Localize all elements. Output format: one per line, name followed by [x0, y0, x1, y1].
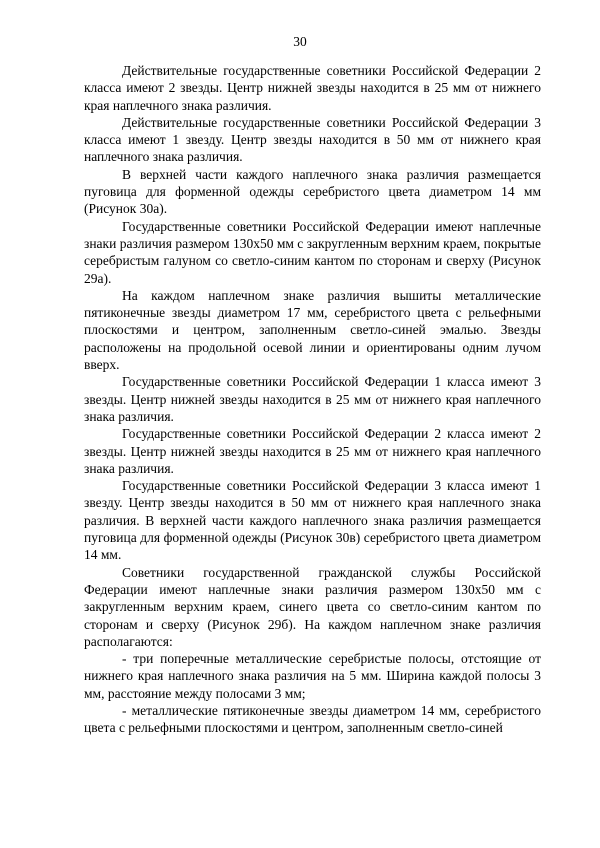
- paragraph: На каждом наплечном знаке различия вышиты металлические пятиконечные звезды диаметром 17 мм, серебристого цвета с рельефными плоскостями и центром, заполненным светло-синей эмалью. Звезды расположены на продольной осевой линии и ориентированы одним лучом вверх.: [84, 287, 541, 373]
- paragraph: Государственные советники Российской Федерации имеют наплечные знаки различия размером 130x50 мм с закругленным верхним краем, покрытые серебристым галуном со светло-синим кантом по сторонам и сверху (Рисунок 29а).: [84, 218, 541, 286]
- paragraph: Государственные советники Российской Федерации 1 класса имеют 3 звезды. Центр нижней звезды находится в 25 мм от нижнего края наплечного знака различия.: [84, 374, 541, 424]
- paragraph: Государственные советники Российской Федерации 3 класса имеют 1 звезду. Центр звезды находится в 50 мм от нижнего края наплечного знака различия. В верхней части каждого наплечного знака различия размещается пуговица для форменной одежды (Рисунок 30в) серебристого цвета диаметром 14 мм.: [84, 478, 541, 563]
- paragraph: Действительные государственные советники Российской Федерации 2 класса имеют 2 звезды. Центр нижней звезды находится в 25 мм от нижнего края наплечного знака различия.: [84, 63, 541, 113]
- paragraph: Советники государственной гражданской службы Российской Федерации имеют наплечные знаки различия размером 130x50 мм с закругленным верхним краем, синего цвета со светло-синим кантом по сторонам и сверху (Рисунок 29б). На каждом наплечном знаке различия располагаются:: [84, 564, 541, 649]
- list-item: - металлические пятиконечные звезды диаметром 14 мм, серебристого цвета с рельефными плоскостями и центром, заполненным светло-синей: [84, 702, 541, 736]
- paragraph: В верхней части каждого наплечного знака различия размещается пуговица для форменной одежды серебристого цвета диаметром 14 мм (Рисунок 30а).: [84, 166, 541, 217]
- list-item: - три поперечные металлические серебристые полосы, отстоящие от нижнего края наплечного знака различия на 5 мм. Ширина каждой полосы 3 мм, расстояние между полосами 3 мм;: [84, 651, 541, 701]
- page-number: 30: [293, 34, 307, 49]
- paragraph: Действительные государственные советники Российской Федерации 3 класса имеют 1 звезду. Центр звезды находится в 50 мм от нижнего края наплечного знака различия.: [84, 114, 541, 165]
- paragraph: Государственные советники Российской Федерации 2 класса имеют 2 звезды. Центр нижней звезды находится в 25 мм от нижнего края наплечного знака различия.: [84, 426, 541, 476]
- document-body: [84, 62, 541, 737]
